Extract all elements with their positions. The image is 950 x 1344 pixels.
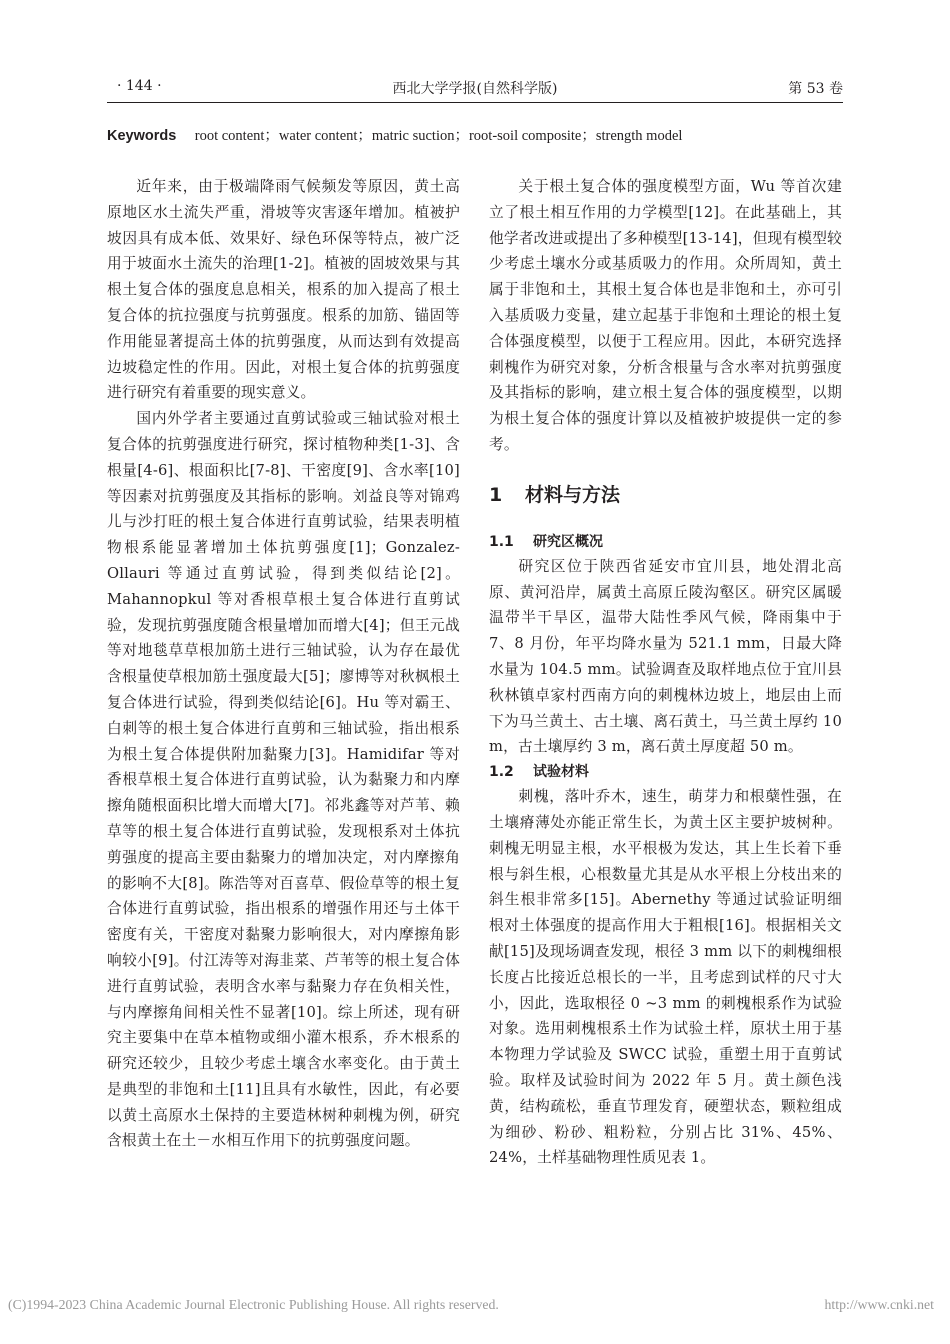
page-number: · 144 · bbox=[117, 78, 162, 94]
footer-url[interactable]: http://www.cnki.net bbox=[824, 1297, 934, 1312]
section-heading bbox=[489, 480, 842, 510]
section-number: 1 bbox=[489, 483, 503, 506]
materials-paragraph: 刺槐，落叶乔木，速生，萌芽力和根蘖性强，在土壤瘠薄处亦能正常生长，为黄土区主要护坡树种。刺槐无明显主根，水平根极为发达，其上生长着下垂根与斜生根，心根数量尤其是从水平根上分枝出来的斜生根非常多[15]。Abernethy 等通过试验证明细根对土体强度的提高作用大于粗根[16]。根据相关文献[15]及现场调查发现，根径 3 mm 以下的刺槐细根长度占比接近总根长的一半，且考虑到试样的尺寸大小，因此，选取根径 0 ~3 mm 的刺槐根系作为试验对象。选用刺槐根系土作为试验土样，原状土用于基本物理力学试验及 SWCC 试验，重塑土用于直剪试验。取样及试验时间为 2022 年 5 月。黄土颜色浅黄，结构疏松，垂直节理发育，硬塑状态，颗粒组成为细砂、粉砂、粗粉粒，分别占比 31%、45%、24%，土样基础物理性质见表 1。 bbox=[489, 788, 842, 1167]
keywords-line bbox=[107, 124, 843, 145]
running-header bbox=[107, 78, 843, 100]
subsection-title-2: 试验材料 bbox=[533, 764, 589, 781]
subsection-heading-1 bbox=[489, 530, 842, 554]
volume-label: 第 53 卷 bbox=[788, 81, 843, 97]
section-title: 材料与方法 bbox=[525, 483, 621, 506]
subsection-title-1: 研究区概况 bbox=[533, 533, 603, 550]
left-column bbox=[107, 174, 460, 1154]
journal-title: 西北大学学报(自然科学版) bbox=[392, 81, 558, 97]
subsection-number-1: 1.1 bbox=[489, 533, 514, 550]
model-paragraph: 关于根土复合体的强度模型方面，Wu 等首次建立了根土相互作用的力学模型[12]。在此基础上，其他学者改进或提出了多种模型[13-14]，但现有模型较少考虑土壤水分或基质吸力的作用。众所周知，黄土属于非饱和土，其根土复合体也是非饱和土，亦可引入基质吸力变量，建立起基于非饱和土理论的根土复合体强度模型，以便于工程应用。因此，本研究选择刺槐作为研究对象，分析含根量与含水率对抗剪强度及其指标的影响，建立根土复合体的强度模型，以期为根土复合体的强度计算以及植被护坡提供一定的参考。 bbox=[489, 178, 842, 453]
copyright-footer bbox=[8, 1297, 944, 1313]
subsection-number-2: 1.2 bbox=[489, 764, 514, 781]
keywords-label: Keywords bbox=[107, 128, 177, 144]
keywords-text: root content；water content；matric suction；root-soil composite；strength model bbox=[194, 128, 683, 144]
copyright-text: (C)1994-2023 China Academic Journal Electronic Publishing House. All rights reserved. bbox=[8, 1297, 499, 1312]
intro-paragraph-2: 国内外学者主要通过直剪试验或三轴试验对根土复合体的抗剪强度进行研究，探讨植物种类[1-3]、含根量[4-6]、根面积比[7-8]、干密度[9]、含水率[10]等因素对抗剪强度及其指标的影响。刘益良等对锦鸡儿与沙打旺的根土复合体进行直剪试验，结果表明植物根系能显著增加土体抗剪强度[1]；Gonzalez-Ollauri 等通过直剪试验，得到类似结论[2]。Mahannopkul 等对香根草根土复合体进行直剪试验，发现抗剪强度随含根量增加而增大[4]；但王元战等对地毯草草根加筋土进行三轴试验，认为存在最优含根量使草根加筋土强度最大[5]；廖博等对秋枫根土复合体进行试验，得到类似结论[6]。Hu 等对霸王、白刺等的根土复合体进行直剪和三轴试验，指出根系为根土复合体提供附加黏聚力[3]。Hamidifar 等对香根草根土复合体进行直剪试验，认为黏聚力和内摩擦角随根面积比增大而增大[7]。祁兆鑫等对芦苇、赖草等的根土复合体进行直剪试验，发现根系对土体抗剪强度的提高主要由黏聚力的增加决定，对内摩擦角的影响不大[8]。陈浩等对百喜草、假俭草等的根土复合体进行直剪试验，指出根系的增强作用还与土体干密度有关，干密度对黏聚力影响很大，对内摩擦角影响较小[9]。付江涛等对海韭菜、芦苇等的根土复合体进行直剪试验，表明含水率与黏聚力存在负相关性，与内摩擦角间相关性不显著[10]。综上所述，现有研究主要集中在草本植物或细小灌木根系，乔木根系的研究还较少，且较少考虑土壤含水率变化。由于黄土是典型的非饱和土[11]且具有水敏性，因此，有必要以黄土高原水土保持的主要造林树种刺槐为例，研究含根黄土在土－水相互作用下的抗剪强度问题。 bbox=[107, 410, 460, 1150]
study-area-paragraph: 研究区位于陕西省延安市宜川县，地处渭北高原、黄河沿岸，属黄土高原丘陵沟壑区。研究区属暖温带半干旱区，温带大陆性季风气候，降雨集中于 7、8 月份，年平均降水量为 521.1 mm，日最大降水量为 104.5 mm。试验调查及取样地点位于宜川县秋林镇卓家村西南方向的刺槐林边坡上，地层由上而下为马兰黄土、古土壤、离石黄土，马兰黄土厚约 10 m，古土壤厚约 3 m，离石黄土厚度超 50 m。 bbox=[489, 557, 842, 756]
subsection-heading-2 bbox=[489, 760, 842, 784]
intro-paragraph-1: 近年来，由于极端降雨气候频发等原因，黄土高原地区水土流失严重，滑坡等灾害逐年增加。植被护坡因具有成本低、效果好、绿色环保等特点，被广泛用于坡面水土流失的治理[1-2]。植被的固坡效果与其根土复合体的强度息息相关，根系的加入提高了根土复合体的抗拉强度与抗剪强度。根系的加筋、锚固等作用能显著提高土体的抗剪强度，从而达到有效提高边坡稳定性的作用。因此，对根土复合体的抗剪强度进行研究有着重要的现实意义。 bbox=[107, 178, 460, 402]
right-column bbox=[489, 174, 842, 1171]
header-rule bbox=[107, 102, 843, 103]
